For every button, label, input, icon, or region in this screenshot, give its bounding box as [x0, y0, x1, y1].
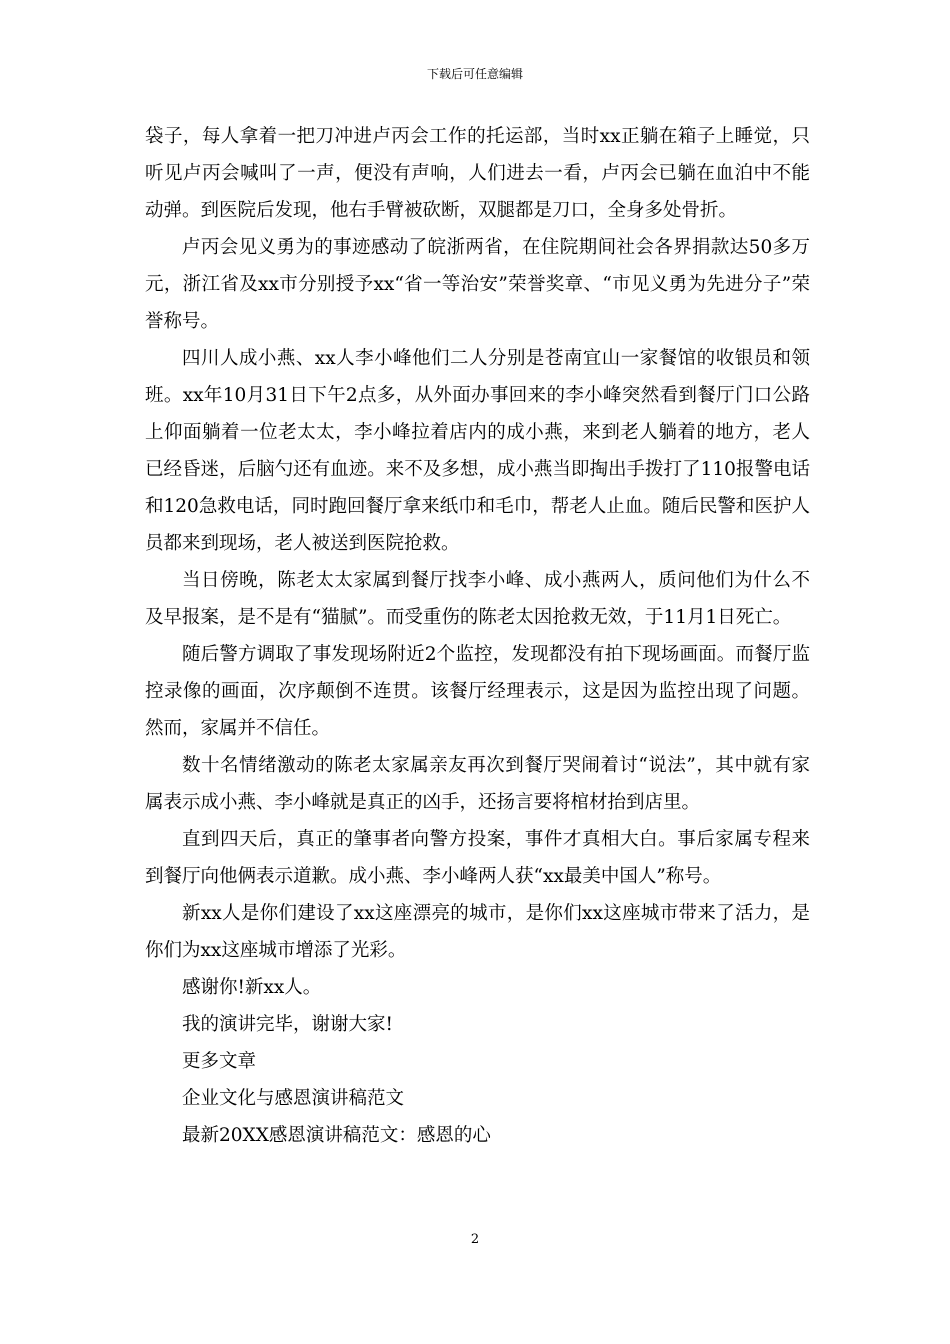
more-articles-heading: 更多文章 — [182, 1051, 257, 1072]
paragraph: 四川人成小燕、xx人李小峰他们二人分别是苍南宜山一家餐馆的收银员和领班。xx年10月31日下午2点多，从外面办事回来的李小峰突然看到餐厅门口公路上仰面躺着一位老太太，李小峰拉着店内的成小燕，来到老人躺着的地方，老人已经昏迷，后脑勺还有血迹。来不及多想，成小燕当即掏出手拨打了110报警电话和120急救电话，同时跑回餐厅拿来纸巾和毛巾，帮老人止血。随后民警和医护人员都来到现场，老人被送到医院抢救。 — [145, 348, 810, 554]
paragraph: 我的演讲完毕，谢谢大家! — [182, 1014, 393, 1035]
more-article-link[interactable]: 最新20XX感恩演讲稿范文：感恩的心 — [182, 1125, 491, 1146]
paragraph: 直到四天后，真正的肇事者向警方投案，事件才真相大白。事后家属专程来到餐厅向他俩表示道歉。成小燕、李小峰两人获“xx最美中国人”称号。 — [145, 829, 810, 887]
paragraph: 卢丙会见义勇为的事迹感动了皖浙两省，在住院期间社会各界捐款达50多万元，浙江省及xx市分别授予xx“省一等治安”荣誉奖章、“市见义勇为先进分子”荣誉称号。 — [145, 237, 810, 332]
paragraph: 随后警方调取了事发现场附近2个监控，发现都没有拍下现场画面。而餐厅监控录像的画面，次序颠倒不连贯。该餐厅经理表示，这是因为监控出现了问题。然而，家属并不信任。 — [145, 644, 810, 739]
page-number: 2 — [470, 1232, 480, 1247]
paragraph: 新xx人是你们建设了xx这座漂亮的城市，是你们xx这座城市带来了活力，是你们为xx这座城市增添了光彩。 — [145, 903, 810, 961]
paragraph: 感谢你!新xx人。 — [182, 977, 322, 998]
page-header-note: 下载后可任意编辑 — [426, 67, 523, 81]
paragraph: 当日傍晚，陈老太太家属到餐厅找李小峰、成小燕两人，质问他们为什么不及早报案，是不是有“猫腻”。而受重伤的陈老太因抢救无效，于11月1日死亡。 — [145, 570, 810, 628]
more-article-link[interactable]: 企业文化与感恩演讲稿范文 — [182, 1088, 405, 1109]
document-body — [145, 118, 810, 1154]
paragraph: 数十名情绪激动的陈老太家属亲友再次到餐厅哭闹着讨“说法”，其中就有家属表示成小燕、李小峰就是真正的凶手，还扬言要将棺材抬到店里。 — [145, 755, 810, 813]
paragraph-continuation: 袋子，每人拿着一把刀冲进卢丙会工作的托运部，当时xx正躺在箱子上睡觉，只听见卢丙会喊叫了一声，便没有声响，人们进去一看，卢丙会已躺在血泊中不能动弹。到医院后发现，他右手臂被砍断，双腿都是刀口，全身多处骨折。 — [145, 126, 810, 221]
